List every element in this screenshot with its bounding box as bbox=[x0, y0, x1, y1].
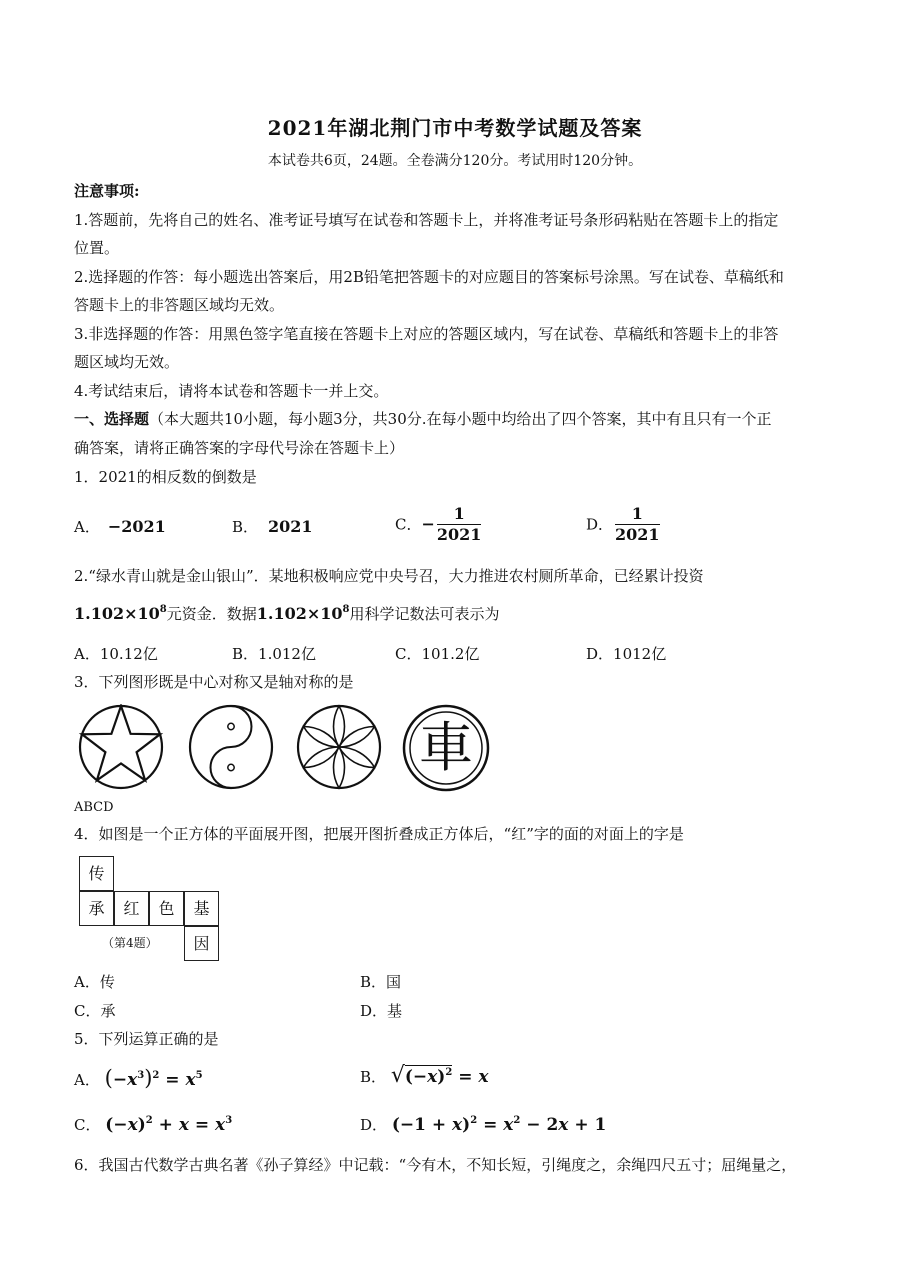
flower-of-life-figure bbox=[296, 704, 382, 790]
page-title: 2021年湖北荆门市中考数学试题及答案 bbox=[267, 116, 643, 140]
sci-number: 1.102×10 bbox=[256, 604, 343, 623]
option-label: C． bbox=[395, 515, 422, 534]
exponent: 8 bbox=[159, 604, 167, 615]
note-line: 题区域均无效。 bbox=[74, 353, 180, 371]
q4-option-d: D．基 bbox=[360, 1002, 403, 1020]
yin-yang-figure bbox=[188, 704, 274, 790]
q1-option-b bbox=[232, 517, 313, 537]
question-4-stem: 4．如图是一个正方体的平面展开图，把展开图折叠成正方体后，“红”字的面的对面上的字是 bbox=[74, 825, 684, 843]
q2-option-a: A．10.12亿 bbox=[74, 645, 158, 663]
figure-labels: ABCD bbox=[74, 800, 114, 815]
note-line: 1.答题前，先将自己的姓名、准考证号填写在试卷和答题卡上，并将准考证号条形码粘贴在答题卡上的指定 bbox=[74, 211, 779, 229]
option-label: D． bbox=[586, 515, 614, 534]
note-line: 位置。 bbox=[74, 239, 120, 257]
denominator: 2021 bbox=[436, 525, 482, 544]
option-value: −2021 bbox=[107, 517, 166, 536]
q1-option-d bbox=[586, 505, 660, 544]
figure-caption: （第4题） bbox=[102, 936, 158, 950]
option-sign: − bbox=[421, 514, 435, 534]
question-6-stem: 6．我国古代数学古典名著《孙子算经》中记载：“今有木，不知长短，引绳度之，余绳四尺五寸；屈绳量之， bbox=[74, 1156, 797, 1174]
q2-option-d: D．1012亿 bbox=[586, 645, 667, 663]
star-in-circle-figure bbox=[78, 704, 164, 790]
formula: $√(-x)^2 = x$ bbox=[390, 1063, 489, 1088]
q4-option-b: B．国 bbox=[360, 973, 402, 991]
q5-option-b bbox=[360, 1063, 489, 1088]
notes-heading: 注意事项: bbox=[74, 182, 140, 200]
question-5-stem: 5．下列运算正确的是 bbox=[74, 1030, 219, 1048]
option-label: A． bbox=[74, 518, 100, 536]
net-cell-ji: 基 bbox=[184, 891, 219, 926]
q4-option-a: A．传 bbox=[74, 973, 115, 991]
option-label: A． bbox=[74, 1071, 100, 1089]
question-2-stem: 2.“绿水青山就是金山银山”．某地积极响应党中央号召，大力推进农村厕所革命，已经累计投资 bbox=[74, 567, 704, 585]
note-line: 答题卡上的非答题区域均无效。 bbox=[74, 296, 285, 314]
q2-option-c: C．101.2亿 bbox=[395, 645, 480, 663]
q1-option-c bbox=[395, 505, 481, 544]
exam-info: 本试卷共6页，24题。全卷满分120分。考试用时120分钟。 bbox=[267, 153, 643, 169]
net-cell-cheng: 承 bbox=[79, 891, 114, 926]
stem-text: 元资金．数据 bbox=[166, 605, 257, 623]
question-1-stem: 1．2021的相反数的倒数是 bbox=[74, 468, 257, 486]
option-label: C． bbox=[74, 1116, 101, 1134]
net-cell-chuan: 传 bbox=[79, 856, 114, 891]
formula: $(-x^3)^2 = x^5$ bbox=[104, 1066, 203, 1090]
option-label: D． bbox=[360, 1116, 388, 1134]
note-line: 3.非选择题的作答：用黑色签字笔直接在答题卡上对应的答题区域内，写在试卷、草稿纸和答题卡上的非答 bbox=[74, 325, 779, 343]
note-line: 4.考试结束后，请将本试卷和答题卡一并上交。 bbox=[74, 382, 389, 400]
net-cell-se: 色 bbox=[149, 891, 184, 926]
formula: $(-1 + x)^2 = x^2 - 2x + 1$ bbox=[391, 1115, 607, 1135]
chess-piece-character: 車 bbox=[419, 716, 473, 779]
denominator: 2021 bbox=[615, 525, 660, 544]
q5-option-a bbox=[74, 1068, 203, 1090]
sci-number: 1.102×10 bbox=[74, 604, 160, 623]
stem-text: 用科学记数法可表示为 bbox=[349, 605, 500, 623]
q4-option-c: C．承 bbox=[74, 1002, 116, 1020]
numerator: 1 bbox=[615, 505, 660, 525]
note-line: 2.选择题的作答：每小题选出答案后，用2B铅笔把答题卡的对应题目的答案标号涂黑。写在试卷、草稿纸和 bbox=[74, 268, 784, 286]
q5-option-c bbox=[74, 1115, 232, 1135]
net-cell-hong: 红 bbox=[114, 891, 149, 926]
q5-option-d bbox=[360, 1115, 606, 1135]
formula: $(-x)^2 + x = x^3$ bbox=[105, 1115, 233, 1135]
section-desc: （本大题共10小题，每小题3分，共30分.在每小题中均给出了四个答案，其中有且只有一个正 bbox=[149, 410, 772, 428]
option-value: 2021 bbox=[268, 517, 313, 536]
question-2-stem-2 bbox=[74, 604, 500, 624]
option-label: B． bbox=[360, 1068, 387, 1086]
q1-option-a bbox=[74, 517, 166, 537]
numerator: 1 bbox=[437, 505, 482, 525]
question-3-stem: 3．下列图形既是中心对称又是轴对称的是 bbox=[74, 673, 354, 691]
section-heading bbox=[74, 409, 772, 429]
section-desc-2: 确答案，请将正确答案的字母代号涂在答题卡上） bbox=[74, 439, 405, 457]
section-label: 一、选择题 bbox=[74, 410, 150, 428]
fraction bbox=[437, 505, 482, 544]
fraction bbox=[615, 505, 660, 544]
option-label: B． bbox=[232, 518, 259, 536]
net-cell-yin: 因 bbox=[184, 926, 219, 961]
q2-option-b: B．1.012亿 bbox=[232, 645, 316, 663]
exponent: 8 bbox=[342, 604, 350, 615]
